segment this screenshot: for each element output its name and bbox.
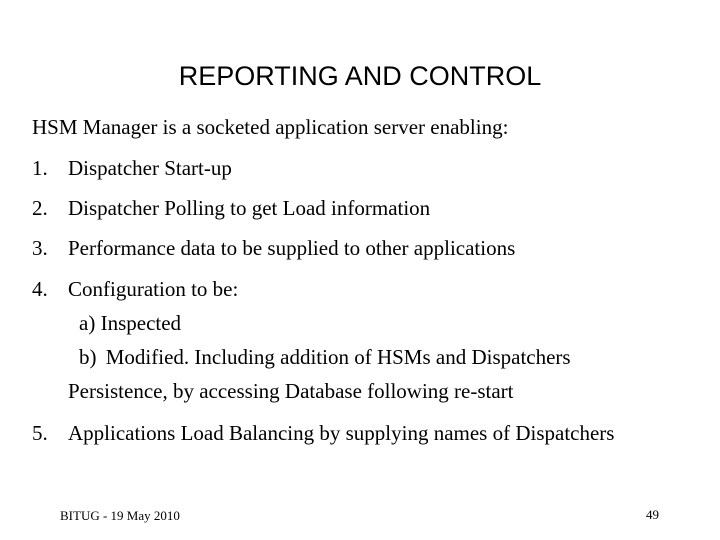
list-item-3 xyxy=(32,235,515,261)
sub-item-marker: a) xyxy=(79,311,96,335)
list-item-number: 5. xyxy=(32,421,48,445)
list-item-number: 1. xyxy=(32,156,48,180)
sub-item-a xyxy=(79,310,181,336)
list-item-text: Performance data to be supplied to other applications xyxy=(68,236,516,260)
list-item-5 xyxy=(32,420,614,446)
continuation-text: Persistence, by accessing Database following re-start xyxy=(68,379,514,403)
sub-item-marker: b) xyxy=(79,345,97,369)
list-item-number: 4. xyxy=(32,277,48,301)
sub-item-text: Modified. Including addition of HSMs and Dispatchers xyxy=(105,345,571,369)
sub-item-b xyxy=(79,344,571,370)
list-item-number: 2. xyxy=(32,196,48,220)
list-item-4 xyxy=(32,276,238,302)
list-item-2 xyxy=(32,195,430,221)
intro-text: HSM Manager is a socketed application server enabling: xyxy=(32,115,509,139)
slide-title: REPORTING AND CONTROL xyxy=(178,61,542,91)
page-number: 49 xyxy=(646,507,659,522)
list-item-number: 3. xyxy=(32,236,48,260)
list-item-text: Dispatcher Start-up xyxy=(68,156,232,180)
list-item-1 xyxy=(32,155,232,181)
footer-text: BITUG - 19 May 2010 xyxy=(60,508,180,523)
list-item-text: Applications Load Balancing by supplying names of Dispatchers xyxy=(68,421,615,445)
list-item-text: Dispatcher Polling to get Load information xyxy=(68,196,431,220)
list-item-text: Configuration to be: xyxy=(68,277,239,301)
sub-item-text: Inspected xyxy=(100,311,182,335)
